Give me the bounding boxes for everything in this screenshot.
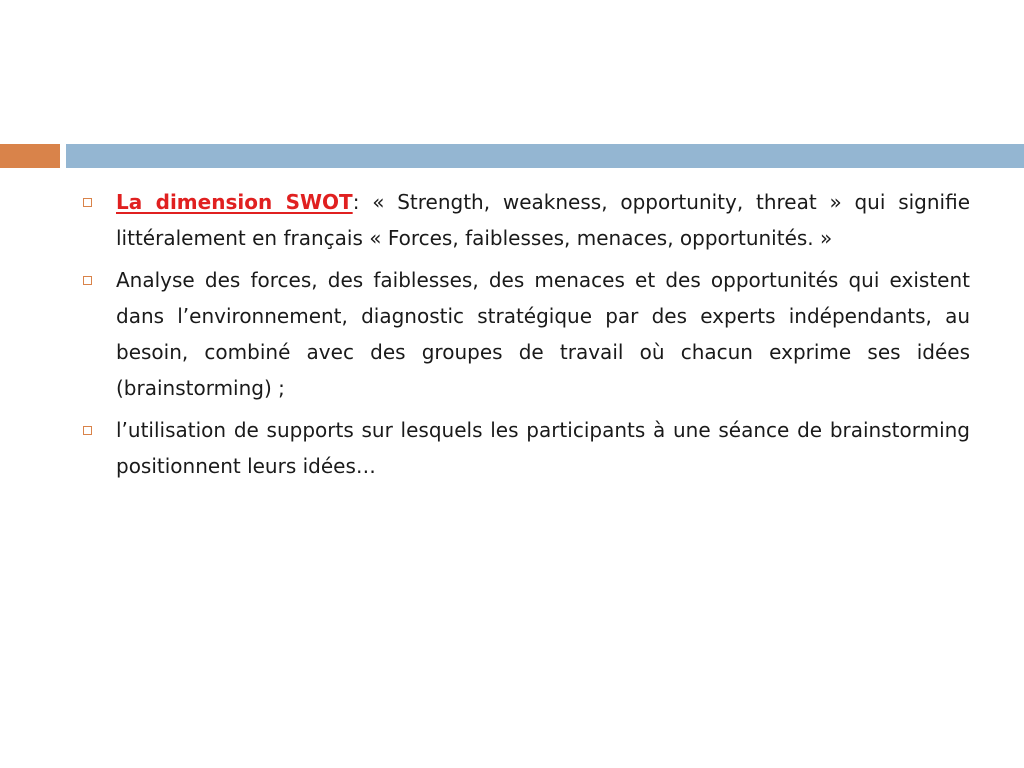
square-bullet-icon (83, 198, 92, 207)
bullet-text: : « Strength, weakness, opportunity, threat » qui signifie littéralement en français « Forces, faiblesses, menaces, opportunités. » (116, 190, 971, 250)
bullet-item-analyse (80, 262, 970, 406)
slide-content (80, 184, 970, 490)
square-bullet-icon (83, 426, 92, 435)
accent-bar-blue (66, 144, 1024, 168)
bullet-item-supports (80, 412, 970, 484)
lead-term: La dimension SWOT (116, 190, 353, 214)
bullet-item-swot (80, 184, 970, 256)
square-bullet-icon (83, 276, 92, 285)
bullet-text: l’utilisation de supports sur lesquels les participants à une séance de brainstorming positionnent leurs idées… (116, 418, 970, 478)
bullet-list (80, 184, 970, 484)
accent-bar-orange (0, 144, 60, 168)
bullet-text: Analyse des forces, des faiblesses, des menaces et des opportunités qui existent dans l’environnement, diagnostic stratégique par des experts indépendants, au besoin, combiné avec des groupes de travail où chacun exprime ses idées (brainstorming) ; (116, 268, 970, 400)
